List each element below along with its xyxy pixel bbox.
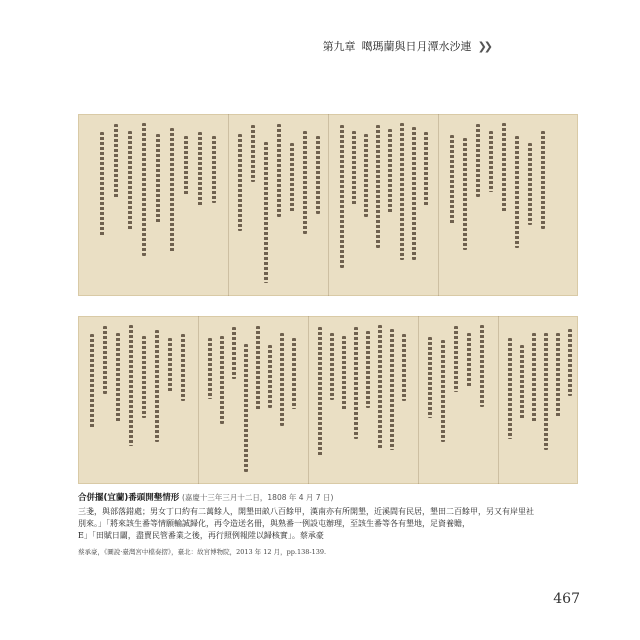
handwritten-column — [256, 326, 260, 411]
handwritten-column — [428, 337, 432, 418]
page-fold — [228, 114, 229, 296]
handwritten-column — [220, 336, 224, 424]
handwritten-column — [342, 336, 346, 411]
handwritten-column — [489, 131, 493, 192]
document-scan-bottom — [78, 316, 578, 484]
handwritten-column — [116, 333, 120, 423]
handwritten-column — [541, 131, 545, 229]
handwritten-column — [402, 334, 406, 401]
handwritten-column — [502, 123, 506, 213]
handwritten-column — [184, 136, 188, 196]
chapter-title: 噶瑪蘭與日月潭水沙連 — [361, 40, 472, 53]
handwritten-column — [103, 326, 107, 394]
handwritten-column — [467, 333, 471, 388]
page-fold — [308, 316, 309, 484]
handwritten-column — [463, 138, 467, 250]
handwritten-column — [364, 134, 368, 217]
document-scan-top — [78, 114, 578, 296]
description-line: 三戔，與部落錯處；男女丁口約有二萬餘人，開墾田畝八百餘甲，漢南亦有所開墾，近溪間有民居，墾田二百餘甲，另又有岸里社 — [78, 507, 534, 516]
description-line: 別來。」「將來該生番等情願輸誠歸化，再令造送名冊，與熟番一例設屯辦理，至該生番等各有墾地，足資養贍， — [78, 519, 470, 528]
handwritten-column — [264, 142, 268, 283]
handwritten-column — [556, 333, 560, 417]
handwritten-column — [340, 125, 344, 268]
handwritten-column — [480, 325, 484, 407]
handwritten-column — [515, 136, 519, 248]
handwritten-column — [476, 124, 480, 197]
handwritten-column — [330, 333, 334, 400]
handwritten-column — [366, 331, 370, 408]
page-fold — [328, 114, 329, 296]
chapter-label: 第九章 — [322, 40, 356, 53]
handwritten-column — [303, 131, 307, 234]
handwritten-column — [376, 125, 380, 248]
figure-caption — [78, 491, 578, 503]
source-note: 蔡承豪，《圖說·臺灣宮中檔奏摺》，臺北：故宮博物院，2013 年 12 月，pp.138-139. — [78, 548, 327, 556]
handwritten-column — [388, 129, 392, 214]
handwritten-column — [156, 134, 160, 224]
handwritten-column — [390, 329, 394, 450]
caption-date: (嘉慶十三年三月十二日，1808 年 4 月 7 日) — [181, 493, 334, 502]
handwritten-column — [114, 124, 118, 199]
handwritten-column — [128, 131, 132, 230]
handwritten-column — [244, 344, 248, 472]
handwritten-column — [268, 345, 272, 408]
handwritten-column — [155, 330, 159, 442]
handwritten-column — [400, 123, 404, 260]
handwritten-column — [168, 338, 172, 392]
handwritten-column — [100, 132, 104, 236]
handwritten-column — [129, 325, 133, 446]
page-number: 467 — [553, 591, 580, 607]
handwritten-column — [198, 132, 202, 206]
handwritten-column — [412, 127, 416, 260]
handwritten-column — [424, 132, 428, 206]
handwritten-column — [142, 336, 146, 418]
handwritten-column — [354, 327, 358, 439]
handwritten-column — [441, 340, 445, 442]
handwritten-column — [352, 131, 356, 205]
handwritten-column — [568, 329, 572, 396]
handwritten-column — [208, 338, 212, 399]
handwritten-column — [251, 125, 255, 182]
caption-title: 合併擺(宜蘭)番頭開墾情形 — [78, 493, 180, 503]
handwritten-column — [277, 124, 281, 217]
handwritten-column — [378, 325, 382, 449]
page-fold — [198, 316, 199, 484]
handwritten-column — [544, 333, 548, 450]
handwritten-column — [238, 134, 242, 231]
handwritten-column — [290, 143, 294, 213]
page-fold — [498, 316, 499, 484]
handwritten-column — [316, 136, 320, 214]
handwritten-column — [450, 135, 454, 224]
handwritten-column — [90, 334, 94, 428]
handwritten-column — [508, 338, 512, 439]
running-header — [323, 38, 490, 54]
handwritten-column — [181, 334, 185, 401]
handwritten-column — [520, 345, 524, 420]
handwritten-column — [212, 136, 216, 203]
handwritten-column — [292, 338, 296, 409]
description-line: E」「田賦日闢，盡賣民管番業之後，再行照例報陞以歸核實」。蔡承豪 — [78, 531, 324, 540]
handwritten-column — [532, 333, 536, 422]
page-fold — [438, 114, 439, 296]
double-chevron-right-icon: ❯❯ — [477, 39, 490, 53]
handwritten-column — [142, 123, 146, 256]
handwritten-column — [280, 333, 284, 426]
handwritten-column — [318, 327, 322, 456]
handwritten-column — [170, 128, 174, 252]
handwritten-column — [454, 326, 458, 392]
handwritten-column — [232, 327, 236, 379]
figure-description — [78, 506, 578, 542]
page-fold — [418, 316, 419, 484]
handwritten-column — [528, 143, 532, 225]
